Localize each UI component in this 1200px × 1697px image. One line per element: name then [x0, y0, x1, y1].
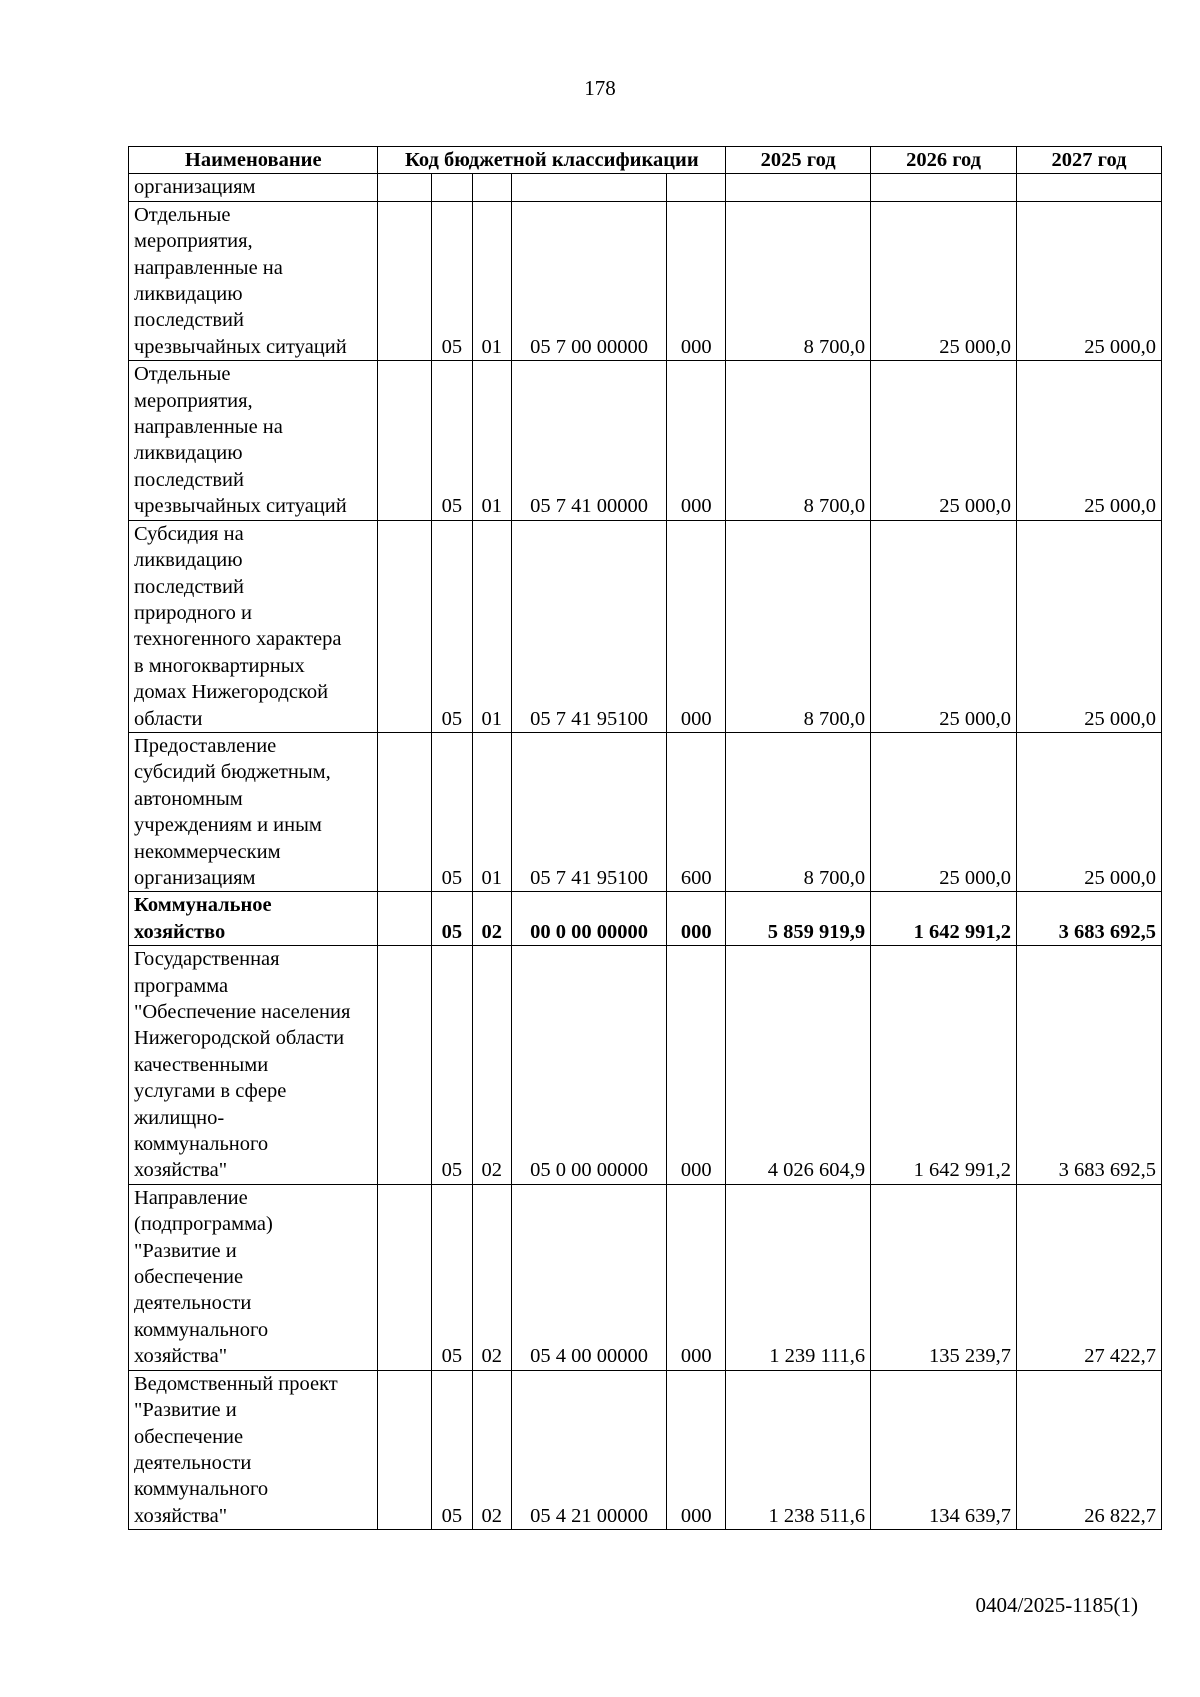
row-blank: [378, 201, 432, 360]
row-value-2025: 8 700,0: [726, 361, 871, 520]
row-expense-type-code: 000: [667, 520, 726, 732]
budget-table: [128, 146, 1162, 1530]
row-target-code: 05 0 00 00000: [511, 946, 666, 1185]
row-subsection-code: 02: [472, 1184, 511, 1370]
row-name: Предоставление субсидий бюджетным, автономным учреждениям и иным некоммерческим организациям: [129, 732, 378, 891]
table-body: [129, 174, 1162, 1530]
row-section-code: 05: [432, 946, 472, 1185]
table-header-row: [129, 147, 1162, 174]
row-name: Отдельные мероприятия, направленные на ликвидацию последствий чрезвычайных ситуаций: [129, 361, 378, 520]
row-name: Направление (подпрограмма) "Развитие и обеспечение деятельности коммунального хозяйства": [129, 1184, 378, 1370]
table-row: [129, 892, 1162, 946]
row-value-2027: 26 822,7: [1017, 1370, 1162, 1529]
row-target-code: 05 4 21 00000: [511, 1370, 666, 1529]
row-expense-type-code: 000: [667, 361, 726, 520]
row-subsection-code: 01: [472, 520, 511, 732]
table-row: [129, 361, 1162, 520]
header-name: Наименование: [129, 147, 378, 174]
row-name: Коммунальное хозяйство: [129, 892, 378, 946]
table-row: [129, 1370, 1162, 1529]
row-expense-type-code: 000: [667, 1184, 726, 1370]
row-blank: [378, 732, 432, 891]
row-target-code: 05 7 41 95100: [511, 732, 666, 891]
row-target-code: 05 7 00 00000: [511, 201, 666, 360]
row-value-2025: 4 026 604,9: [726, 946, 871, 1185]
row-target-code: [511, 174, 666, 201]
row-name: организациям: [129, 174, 378, 201]
row-value-2025: [726, 174, 871, 201]
row-value-2026: 25 000,0: [871, 732, 1017, 891]
table-row: [129, 946, 1162, 1185]
row-name: Отдельные мероприятия, направленные на ликвидацию последствий чрезвычайных ситуаций: [129, 201, 378, 360]
row-value-2027: 25 000,0: [1017, 520, 1162, 732]
row-subsection-code: 02: [472, 892, 511, 946]
header-2026: 2026 год: [871, 147, 1017, 174]
page-number: 178: [584, 76, 616, 100]
row-name: Государственная программа "Обеспечение населения Нижегородской области качественными услугами в сфере жилищно- коммунального хозяйства": [129, 946, 378, 1185]
row-target-code: 05 7 41 00000: [511, 361, 666, 520]
row-value-2025: 1 239 111,6: [726, 1184, 871, 1370]
row-value-2026: 134 639,7: [871, 1370, 1017, 1529]
row-blank: [378, 946, 432, 1185]
row-subsection-code: [472, 174, 511, 201]
row-target-code: 05 7 41 95100: [511, 520, 666, 732]
row-value-2027: 25 000,0: [1017, 361, 1162, 520]
document-code: 0404/2025-1185(1): [975, 1593, 1138, 1617]
row-blank: [378, 1184, 432, 1370]
row-blank: [378, 174, 432, 201]
row-blank: [378, 361, 432, 520]
header-2025: 2025 год: [726, 147, 871, 174]
table-row: [129, 1184, 1162, 1370]
row-value-2027: 3 683 692,5: [1017, 892, 1162, 946]
row-value-2026: 25 000,0: [871, 520, 1017, 732]
row-section-code: 05: [432, 1184, 472, 1370]
row-target-code: 05 4 00 00000: [511, 1184, 666, 1370]
row-blank: [378, 520, 432, 732]
table-row: [129, 174, 1162, 201]
row-target-code: 00 0 00 00000: [511, 892, 666, 946]
row-value-2027: 25 000,0: [1017, 732, 1162, 891]
row-section-code: [432, 174, 472, 201]
row-value-2025: 8 700,0: [726, 520, 871, 732]
row-value-2026: 135 239,7: [871, 1184, 1017, 1370]
table-row: [129, 520, 1162, 732]
row-value-2027: 3 683 692,5: [1017, 946, 1162, 1185]
row-section-code: 05: [432, 892, 472, 946]
row-value-2026: 1 642 991,2: [871, 892, 1017, 946]
row-expense-type-code: 600: [667, 732, 726, 891]
row-blank: [378, 1370, 432, 1529]
row-subsection-code: 01: [472, 732, 511, 891]
row-expense-type-code: 000: [667, 892, 726, 946]
row-subsection-code: 01: [472, 201, 511, 360]
header-code: Код бюджетной классификации: [378, 147, 726, 174]
row-section-code: 05: [432, 361, 472, 520]
row-value-2026: 25 000,0: [871, 361, 1017, 520]
row-value-2026: 25 000,0: [871, 201, 1017, 360]
row-section-code: 05: [432, 201, 472, 360]
row-section-code: 05: [432, 520, 472, 732]
row-subsection-code: 01: [472, 361, 511, 520]
row-value-2026: 1 642 991,2: [871, 946, 1017, 1185]
row-value-2026: [871, 174, 1017, 201]
table-row: [129, 201, 1162, 360]
row-value-2027: [1017, 174, 1162, 201]
row-value-2027: 27 422,7: [1017, 1184, 1162, 1370]
row-section-code: 05: [432, 732, 472, 891]
row-blank: [378, 892, 432, 946]
row-subsection-code: 02: [472, 1370, 511, 1529]
row-expense-type-code: 000: [667, 1370, 726, 1529]
row-value-2025: 5 859 919,9: [726, 892, 871, 946]
table-row: [129, 732, 1162, 891]
row-value-2025: 8 700,0: [726, 201, 871, 360]
row-name: Субсидия на ликвидацию последствий природного и техногенного характера в многоквартирных домах Нижегородской области: [129, 520, 378, 732]
row-expense-type-code: [667, 174, 726, 201]
row-subsection-code: 02: [472, 946, 511, 1185]
row-expense-type-code: 000: [667, 946, 726, 1185]
header-2027: 2027 год: [1017, 147, 1162, 174]
row-value-2025: 1 238 511,6: [726, 1370, 871, 1529]
row-section-code: 05: [432, 1370, 472, 1529]
row-value-2027: 25 000,0: [1017, 201, 1162, 360]
row-name: Ведомственный проект "Развитие и обеспечение деятельности коммунального хозяйства": [129, 1370, 378, 1529]
row-expense-type-code: 000: [667, 201, 726, 360]
row-value-2025: 8 700,0: [726, 732, 871, 891]
